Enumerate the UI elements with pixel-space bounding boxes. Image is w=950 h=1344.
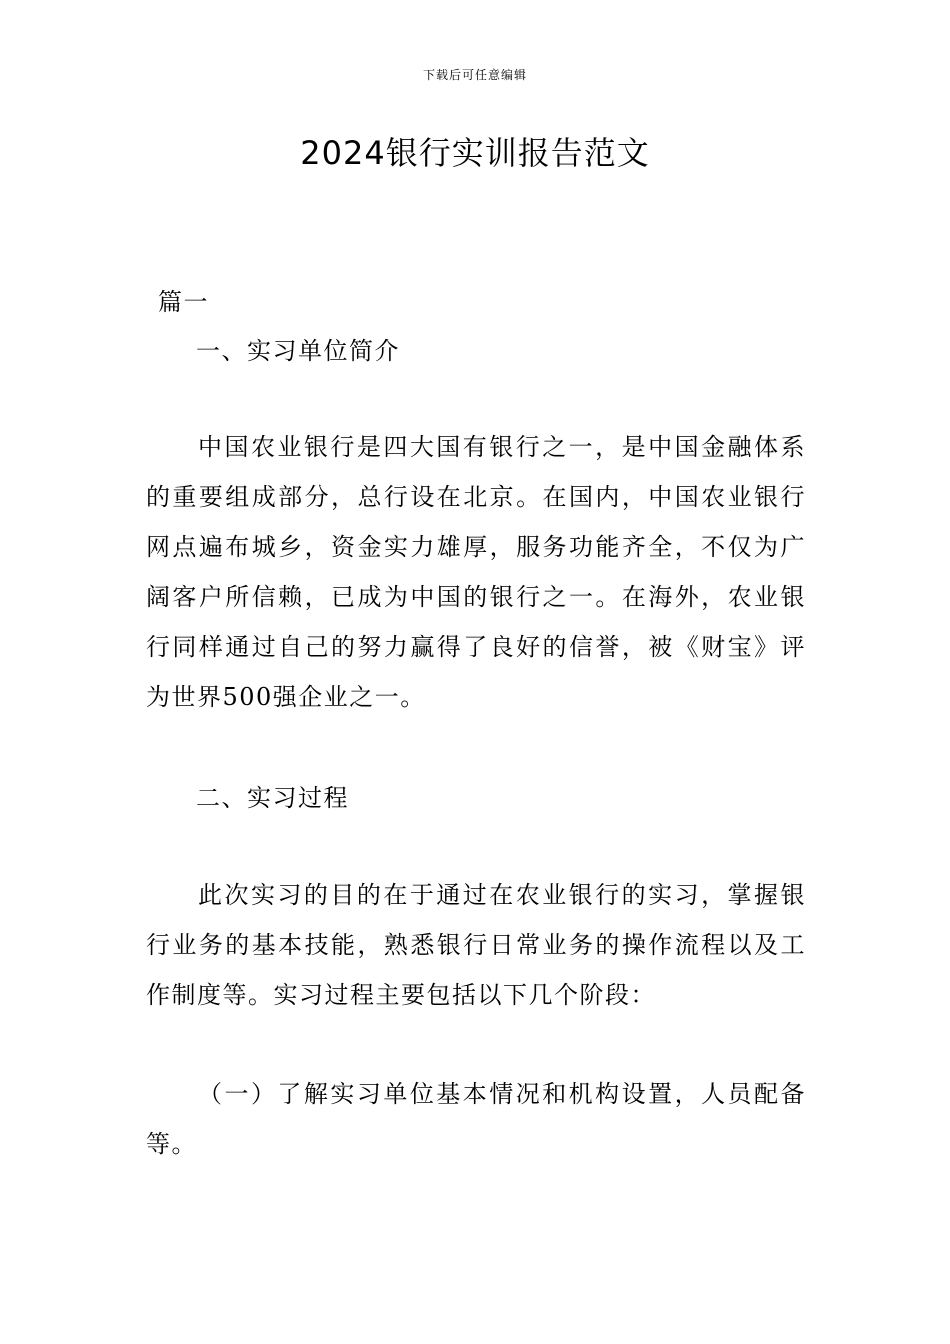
piece-label: 篇一	[158, 288, 209, 316]
stage-item-1: （一）了解实习单位基本情况和机构设置，人员配备等。	[146, 1080, 806, 1158]
section-paragraph-1: 中国农业银行是四大国有银行之一，是中国金融体系的重要组成部分，总行设在北京。在国内，中国农业银行网点遍布城乡，资金实力雄厚，服务功能齐全，不仅为广阔客户所信赖，已成为中国的银行之一。在海外，农业银行同样通过自己的努力赢得了良好的信誉，被《财宝》评为世界500强企业之一。	[146, 433, 806, 711]
section-paragraph-2: 此次实习的目的在于通过在农业银行的实习，掌握银行业务的基本技能，熟悉银行日常业务的操作流程以及工作制度等。实习过程主要包括以下几个阶段：	[146, 881, 806, 1009]
document-title: 2024银行实训报告范文	[300, 134, 650, 172]
section-heading-2: 二、实习过程	[196, 784, 349, 812]
page-header-note: 下载后可任意编辑	[422, 68, 527, 82]
section-heading-1: 一、实习单位简介	[196, 337, 400, 365]
